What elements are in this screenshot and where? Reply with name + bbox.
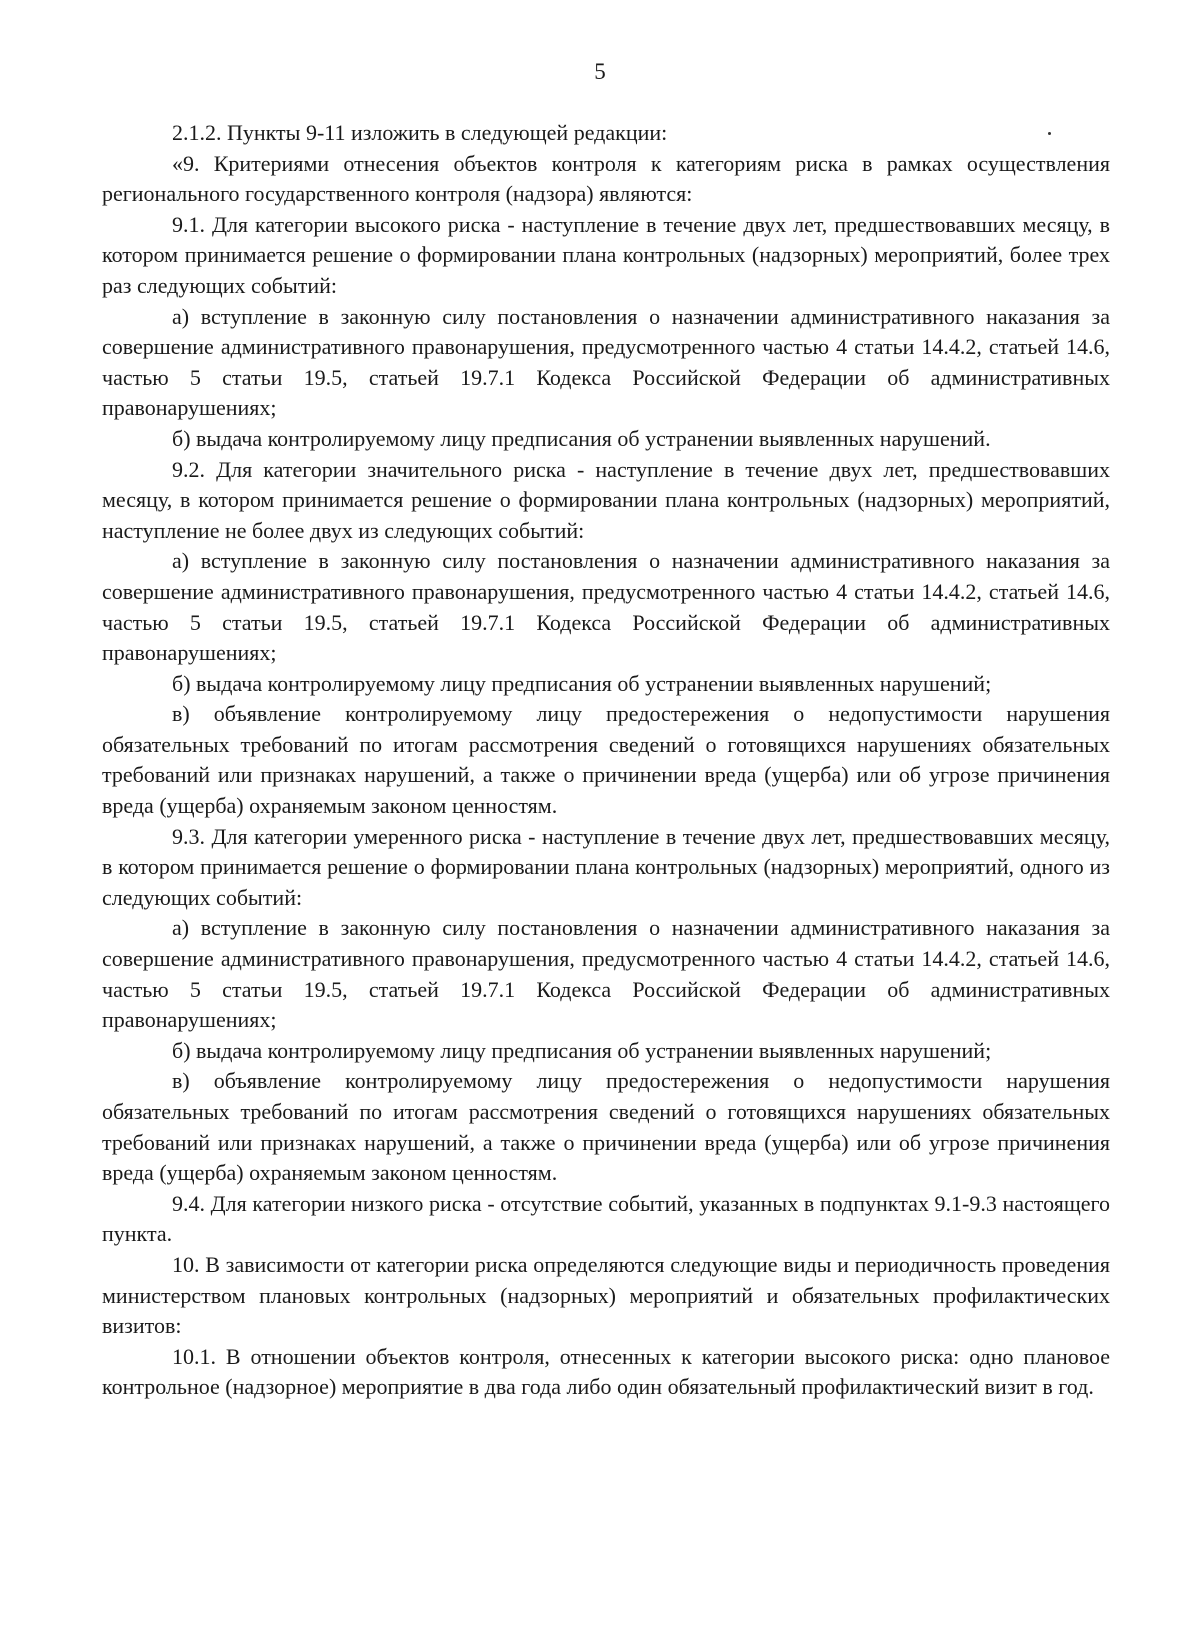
paragraph-10: 10. В зависимости от категории риска определяются следующие виды и периодичность проведения министерством плановых контрольных (надзорных) мероприятий и обязательных профилактических визитов: <box>102 1251 1110 1339</box>
paragraph-9-4: 9.4. Для категории низкого риска - отсутствие событий, указанных в подпунктах 9.1-9.3 настоящего пункта. <box>102 1190 1110 1247</box>
document-body <box>102 118 1110 1403</box>
paragraph-9-3: 9.3. Для категории умеренного риска - наступление в течение двух лет, предшествовавших месяцу, в котором принимается решение о формировании плана контрольных (надзорных) мероприятий, одного из следующих событий: <box>102 823 1110 910</box>
paragraph-9-1-b: б) выдача контролируемому лицу предписания об устранении выявленных нарушений. <box>172 425 991 451</box>
paragraph-9-2-a: а) вступление в законную силу постановления о назначении административного наказания за совершение административного правонарушения, предусмотренного частью 4 статьи 14.4.2, статьей 14.6, частью 5 статьи 19.5, статьей 19.7.1 Кодекса Российской Федерации об административных правонарушениях; <box>102 548 1110 666</box>
paragraph-9-2-v: в) объявление контролируемому лицу предостережения о недопустимости нарушения обязательных требований по итогам рассмотрения сведений о готовящихся нарушениях обязательных требований или признаках нарушений, а также о причинении вреда (ущерба) или об угрозе причинения вреда (ущерба) охраняемым законом ценностям. <box>102 701 1110 819</box>
paragraph-9-3-b: б) выдача контролируемому лицу предписания об устранении выявленных нарушений; <box>172 1037 992 1063</box>
paragraph-2-1-2: 2.1.2. Пункты 9-11 изложить в следующей редакции: <box>172 120 668 145</box>
paragraph-9-1: 9.1. Для категории высокого риска - наступление в течение двух лет, предшествовавших месяцу, в котором принимается решение о формировании плана контрольных (надзорных) мероприятий, более трех раз следующих событий: <box>102 211 1110 298</box>
paragraph-9-intro: «9. Критериями отнесения объектов контроля к категориям риска в рамках осуществления регионального государственного контроля (надзора) являются: <box>102 150 1110 207</box>
paragraph-9-2: 9.2. Для категории значительного риска - наступление в течение двух лет, предшествовавших месяцу, в котором принимается решение о формировании плана контрольных (надзорных) мероприятий, наступление не более двух из следующих событий: <box>102 456 1110 543</box>
page-number: 5 <box>594 59 606 84</box>
paragraph-9-3-a: а) вступление в законную силу постановления о назначении административного наказания за совершение административного правонарушения, предусмотренного частью 4 статьи 14.4.2, статьей 14.6, частью 5 статьи 19.5, статьей 19.7.1 Кодекса Российской Федерации об административных правонарушениях; <box>102 915 1110 1033</box>
paragraph-9-2-b: б) выдача контролируемому лицу предписания об устранении выявленных нарушений; <box>172 670 992 696</box>
paragraph-9-3-v: в) объявление контролируемому лицу предостережения о недопустимости нарушения обязательных требований по итогам рассмотрения сведений о готовящихся нарушениях обязательных требований или признаках нарушений, а также о причинении вреда (ущерба) или об угрозе причинения вреда (ущерба) охраняемым законом ценностям. <box>102 1068 1110 1186</box>
paragraph-9-1-a: а) вступление в законную силу постановления о назначении административного наказания за совершение административного правонарушения, предусмотренного частью 4 статьи 14.4.2, статьей 14.6, частью 5 статьи 19.5, статьей 19.7.1 Кодекса Российской Федерации об административных правонарушениях; <box>102 303 1110 421</box>
paragraph-10-1: 10.1. В отношении объектов контроля, отнесенных к категории высокого риска: одно плановое контрольное (надзорное) мероприятие в два года либо один обязательный профилактический визит в год. <box>102 1343 1110 1400</box>
